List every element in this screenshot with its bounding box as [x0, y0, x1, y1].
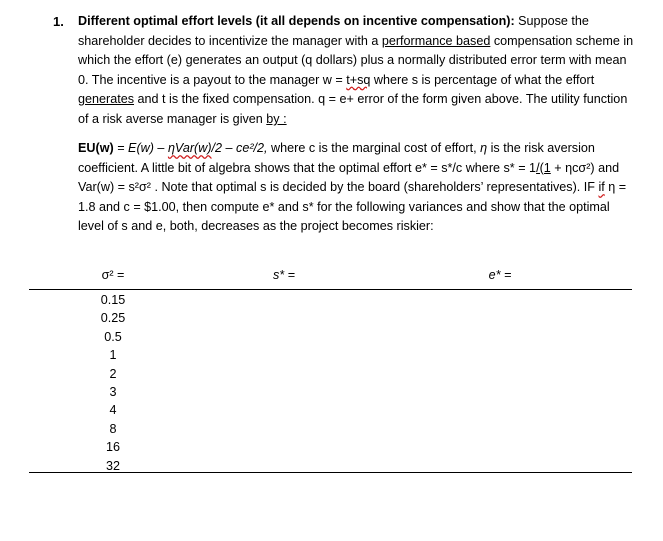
p2-text-1: where c is the marginal cost of effort, — [267, 141, 481, 155]
p2-text-3: + ηcσ²) and Var(w) = s²σ² . Note that optimal s is decided by the board (shareholders’ representatives). IF — [78, 160, 620, 195]
variance-value: 4 — [109, 403, 117, 418]
p2-eq-1: = E(w) – — [113, 141, 168, 155]
question-number: 1. — [53, 14, 64, 29]
table-bottom-rule — [29, 472, 632, 473]
answer-table-header — [0, 268, 663, 288]
p1-text-3: where s is percentage of what the effort — [370, 72, 595, 87]
table-top-rule — [29, 289, 632, 290]
p1-tsq: t+sq — [346, 72, 371, 87]
p2-if: if — [598, 180, 605, 195]
variance-list — [93, 291, 133, 475]
p2-frac: /(1 — [536, 160, 551, 175]
column-header-optimal-s: s* = — [272, 268, 296, 282]
variance-value: 8 — [109, 421, 117, 436]
column-header-variance: σ² = — [101, 268, 125, 282]
variance-value: 0.25 — [100, 311, 126, 326]
question-paragraph-1 — [78, 12, 638, 130]
variance-value: 32 — [105, 458, 120, 473]
p2-eu: EU(w) — [78, 141, 114, 155]
question-title: Different optimal effort levels (it all depends on incentive compensation): — [78, 14, 515, 28]
variance-value: 2 — [109, 366, 117, 381]
p1-text-4: and t is the fixed compensation. q = e+ error of the form given above. The utility function of a risk averse manager is given — [78, 92, 628, 126]
variance-value: 3 — [109, 384, 117, 399]
question-paragraph-2 — [78, 139, 638, 237]
p1-text-1: Suppose the shareholder decides to incentivize the manager with a — [78, 14, 589, 48]
p1-text-2: compensation scheme in which the effort (e) generates an output (q dollars) plus a normally distributed error term with mean 0. The incentive is a payout to the manager w = — [78, 33, 634, 87]
p2-text-2: is the risk aversion coefficient. A little bit of algebra shows that the optimal effort e* = s*/c where s* = 1 — [78, 141, 595, 175]
p2-eta: η — [480, 141, 488, 155]
variance-value: 1 — [109, 348, 117, 363]
p2-eta-var: ηVar(w) — [167, 141, 212, 155]
variance-value: 0.5 — [104, 329, 122, 344]
variance-value: 16 — [105, 440, 120, 455]
p1-by: by : — [266, 111, 287, 126]
p1-performance-based: performance based — [381, 33, 491, 48]
column-header-optimal-e: e* = — [488, 268, 512, 282]
p1-generates: generates — [78, 92, 135, 107]
p2-text-4: η = 1.8 and c = $1.00, then compute e* and s* for the following variances and show that the optimal level of s and e, both, decreases as the project becomes riskier: — [78, 180, 627, 234]
variance-value: 0.15 — [100, 293, 126, 307]
p2-eq-2: /2 – ce²/2, — [211, 141, 268, 155]
